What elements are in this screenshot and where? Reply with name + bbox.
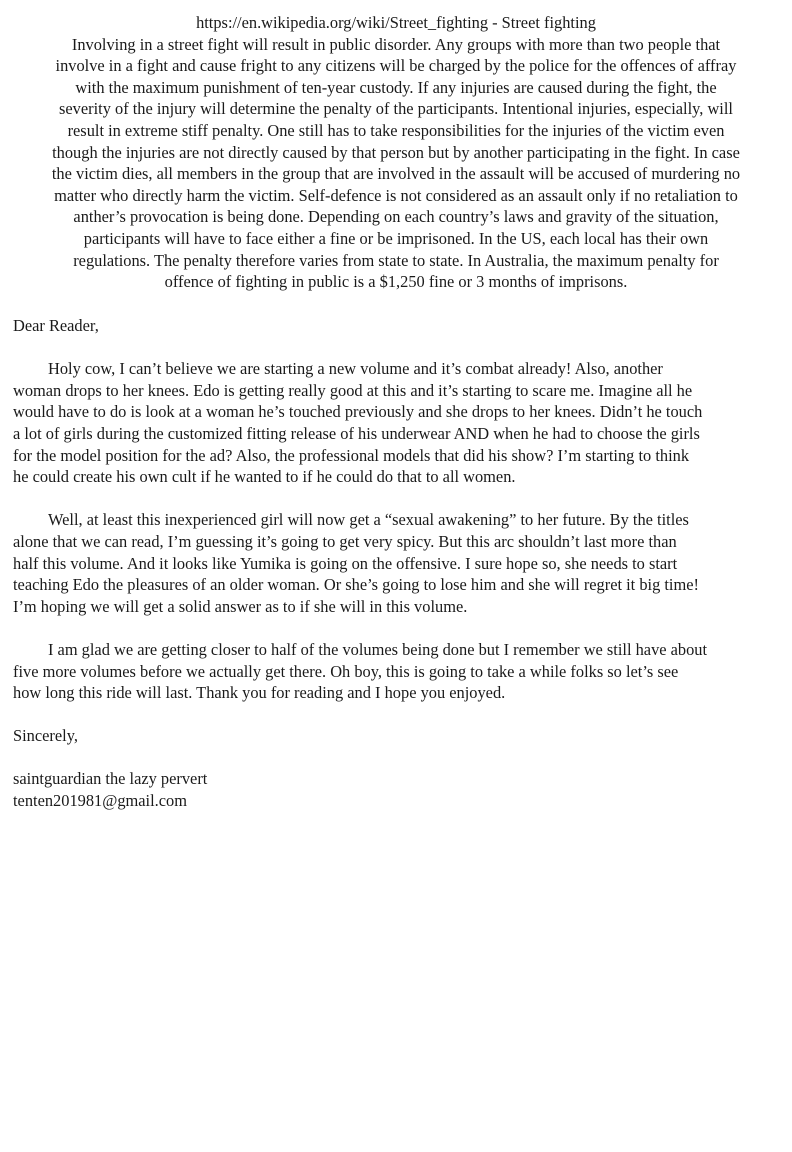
signature-name: saintguardian the lazy pervert (13, 769, 208, 789)
paragraph-line: Holy cow, I can’t believe we are starting a new volume and it’s combat already! Also, another (48, 359, 663, 379)
excerpt-line: matter who directly harm the victim. Self-defence is not considered as an assault only if no retaliation to (54, 185, 738, 205)
paragraph-line: alone that we can read, I’m guessing it’s going to get very spicy. But this arc shouldn’t last more than (13, 531, 677, 551)
closing: Sincerely, (13, 726, 78, 746)
paragraph-line: he could create his own cult if he wanted to if he could do that to all women. (13, 467, 516, 487)
paragraph-3 (13, 639, 783, 704)
paragraph-gap (13, 337, 783, 359)
paragraph-line: for the model position for the ad? Also, the professional models that did his show? I’m starting to think (13, 445, 690, 465)
excerpt-line: offence of fighting in public is a $1,250 fine or 3 months of imprisons. (164, 272, 628, 292)
signature-email: tenten201981@gmail.com (13, 791, 187, 811)
paragraph-line: how long this ride will last. Thank you for reading and I hope you enjoyed. (13, 683, 506, 703)
paragraph-line: I am glad we are getting closer to half of the volumes being done but I remember we still have about (48, 639, 708, 659)
excerpt-line: the victim dies, all members in the group that are involved in the assault will be accused of murdering no (51, 164, 741, 184)
excerpt-line: participants will have to face either a fine or be imprisoned. In the US, each local has their own (83, 228, 709, 248)
excerpt-line: though the injuries are not directly caused by that person but by another participating in the fight. In case (52, 142, 740, 162)
paragraph-gap (13, 704, 783, 726)
excerpt-line: with the maximum punishment of ten-year custody. If any injuries are caused during the fight, the (75, 77, 717, 97)
paragraph-1 (13, 358, 783, 488)
wiki-excerpt (8, 12, 784, 293)
excerpt-line: severity of the injury will determine the penalty of the participants. Intentional injuries, especially, will (59, 99, 733, 119)
paragraph-line: five more volumes before we actually get there. Oh boy, this is going to take a while folks so let’s see (13, 661, 679, 681)
excerpt-line: regulations. The penalty therefore varies from state to state. In Australia, the maximum penalty for (73, 250, 719, 270)
paragraph-gap (13, 747, 783, 769)
paragraph-line: would have to do is look at a woman he’s touched previously and she drops to her knees. Didn’t he touch (13, 402, 703, 422)
paragraph-gap (13, 617, 783, 639)
paragraph-line: half this volume. And it looks like Yumika is going on the offensive. I sure hope so, she needs to start (13, 553, 678, 573)
greeting: Dear Reader, (13, 316, 99, 335)
excerpt-line: Involving in a street fight will result in public disorder. Any groups with more than two people that (71, 34, 721, 54)
excerpt-line: result in extreme stiff penalty. One still has to take responsibilities for the injuries of the victim even (67, 120, 725, 140)
paragraph-2 (13, 509, 783, 617)
letter-body (13, 315, 783, 812)
paragraph-line: a lot of girls during the customized fitting release of his underwear AND when he had to choose the girls (13, 423, 700, 443)
excerpt-line: anther’s provocation is being done. Depending on each country’s laws and gravity of the situation, (73, 207, 719, 227)
source-line: https://en.wikipedia.org/wiki/Street_fighting - Street fighting (196, 13, 596, 32)
paragraph-line: teaching Edo the pleasures of an older woman. Or she’s going to lose him and she will regret it big time! (13, 575, 699, 595)
paragraph-line: woman drops to her knees. Edo is getting really good at this and it’s starting to scare me. Imagine all he (13, 380, 693, 400)
excerpt-line: involve in a fight and cause fright to any citizens will be charged by the police for the offences of affray (55, 56, 737, 76)
paragraph-gap (13, 488, 783, 510)
paragraph-line: I’m hoping we will get a solid answer as to if she will in this volume. (13, 596, 468, 616)
paragraph-line: Well, at least this inexperienced girl will now get a “sexual awakening” to her future. By the titles (48, 510, 689, 530)
